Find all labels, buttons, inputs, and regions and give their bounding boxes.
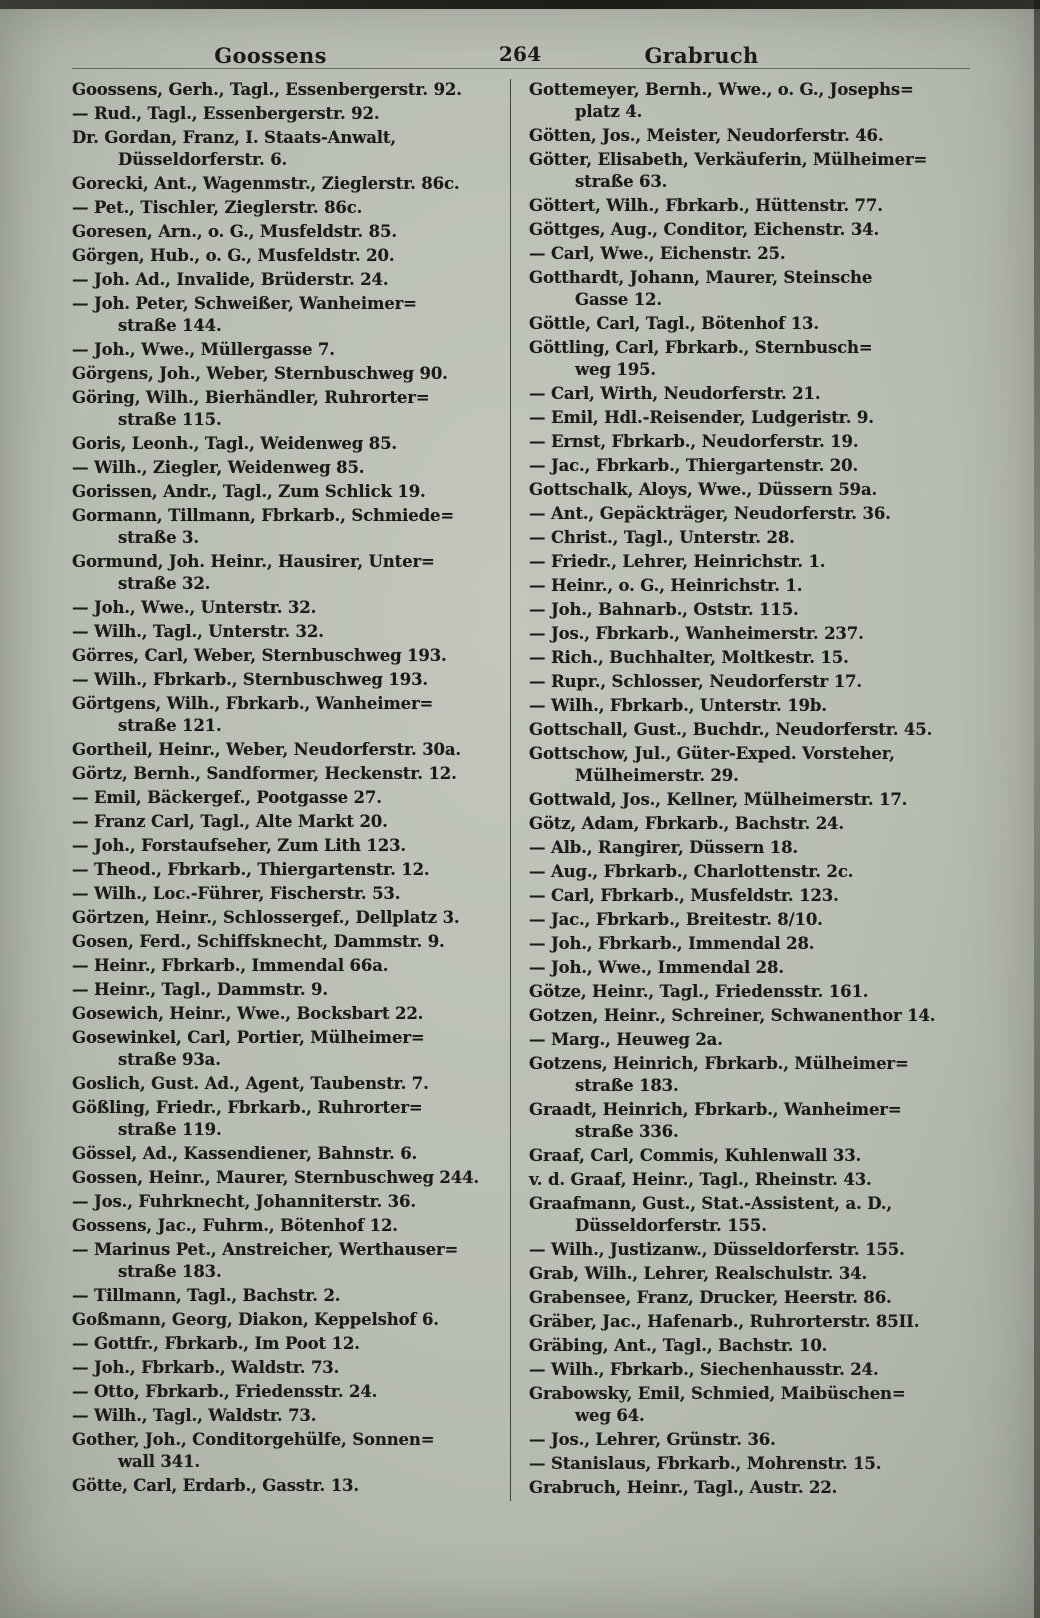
entry-line: Göttert, Wilh., Fbrkarb., Hüttenstr. 77. xyxy=(529,196,883,215)
entry-line: Göttling, Carl, Fbrkarb., Sternbusch= xyxy=(529,338,873,357)
directory-content xyxy=(72,79,970,1501)
entry-line: — Joh., Bahnarb., Oststr. 115. xyxy=(529,600,799,619)
entry-line: Gasse 12. xyxy=(575,290,662,309)
directory-entry xyxy=(529,195,960,217)
header-left-area xyxy=(72,43,521,68)
entry-line: — Joh., Wwe., Immendal 28. xyxy=(529,958,784,977)
entry-line: — Ernst, Fbrkarb., Neudorferstr. 19. xyxy=(529,432,859,451)
entry-line: — Joh., Wwe., Unterstr. 32. xyxy=(72,598,317,617)
directory-entry xyxy=(72,1429,498,1473)
entry-line: Görtz, Bernh., Sandformer, Heckenstr. 12. xyxy=(72,764,457,783)
entry-line: — Emil, Bäckergef., Pootgasse 27. xyxy=(72,788,382,807)
directory-entry xyxy=(72,931,498,953)
entry-line: Goossens, Gerh., Tagl., Essenbergerstr. 92. xyxy=(72,80,462,99)
entry-line: — Joh., Fbrkarb., Waldstr. 73. xyxy=(72,1358,340,1377)
directory-entry xyxy=(72,79,498,101)
directory-entry xyxy=(529,383,960,405)
entry-line: straße 121. xyxy=(118,716,222,735)
entry-line: Gotthardt, Johann, Maurer, Steinsche xyxy=(529,268,873,287)
entry-line: — Heinr., o. G., Heinrichstr. 1. xyxy=(529,576,803,595)
entry-line: — Joh. Peter, Schweißer, Wanheimer= xyxy=(72,294,417,313)
directory-entry xyxy=(529,149,960,193)
entry-line: Görtzen, Heinr., Schlossergef., Dellplatz 3. xyxy=(72,908,460,927)
entry-line: Goßmann, Georg, Diakon, Keppelshof 6. xyxy=(72,1310,439,1329)
directory-entry xyxy=(72,173,498,195)
directory-entry xyxy=(529,1053,960,1097)
directory-entry xyxy=(72,859,498,881)
directory-entry xyxy=(72,481,498,503)
directory-entry xyxy=(529,313,960,335)
entry-line: Graafmann, Gust., Stat.-Assistent, a. D., xyxy=(529,1194,892,1213)
entry-line: — Wilh., Tagl., Unterstr. 32. xyxy=(72,622,324,641)
page-number: 264 xyxy=(498,42,542,66)
directory-entry xyxy=(529,1263,960,1285)
directory-entry xyxy=(529,671,960,693)
entry-line: straße 115. xyxy=(118,410,222,429)
entry-line: Gortheil, Heinr., Weber, Neudorferstr. 30a. xyxy=(72,740,462,759)
entry-line: Götze, Heinr., Tagl., Friedensstr. 161. xyxy=(529,982,869,1001)
directory-entry xyxy=(72,1003,498,1025)
entry-line: Düsseldorferstr. 6. xyxy=(118,150,288,169)
entry-line: — Alb., Rangirer, Düssern 18. xyxy=(529,838,799,857)
scan-artifact-top-edge xyxy=(0,0,1040,9)
entry-line: — Tillmann, Tagl., Bachstr. 2. xyxy=(72,1286,341,1305)
entry-line: straße 119. xyxy=(118,1120,222,1139)
entry-line: Görgens, Joh., Weber, Sternbuschweg 90. xyxy=(72,364,448,383)
entry-line: — Marinus Pet., Anstreicher, Werthauser= xyxy=(72,1240,459,1259)
entry-line: straße 32. xyxy=(118,574,211,593)
entry-line: — Rud., Tagl., Essenbergerstr. 92. xyxy=(72,104,380,123)
directory-entry xyxy=(72,645,498,667)
directory-entry xyxy=(529,575,960,597)
entry-line: Gössel, Ad., Kassendiener, Bahnstr. 6. xyxy=(72,1144,418,1163)
directory-entry xyxy=(72,1143,498,1165)
directory-entry xyxy=(529,1453,960,1475)
directory-entry xyxy=(529,455,960,477)
entry-line: — Joh. Ad., Invalide, Brüderstr. 24. xyxy=(72,270,389,289)
directory-entry xyxy=(529,933,960,955)
entry-line: — Carl, Wwe., Eichenstr. 25. xyxy=(529,244,786,263)
entry-line: Gormann, Tillmann, Fbrkarb., Schmiede= xyxy=(72,506,455,525)
entry-line: — Friedr., Lehrer, Heinrichstr. 1. xyxy=(529,552,826,571)
entry-line: straße 336. xyxy=(575,1122,679,1141)
column-right xyxy=(510,79,960,1501)
directory-entry xyxy=(72,245,498,267)
directory-entry xyxy=(72,1073,498,1095)
directory-entry xyxy=(72,1027,498,1071)
directory-entry xyxy=(529,1383,960,1427)
header-left-title: Goossens xyxy=(214,43,327,68)
directory-entry xyxy=(529,909,960,931)
entry-line: — Joh., Forstaufseher, Zum Lith 123. xyxy=(72,836,407,855)
directory-entry xyxy=(529,647,960,669)
entry-line: — Joh., Fbrkarb., Immendal 28. xyxy=(529,934,815,953)
directory-entry xyxy=(72,1381,498,1403)
directory-entry xyxy=(529,1311,960,1333)
header-right-area xyxy=(521,43,970,68)
directory-entry xyxy=(72,1167,498,1189)
directory-entry xyxy=(529,219,960,241)
scan-artifact-right-edge xyxy=(1034,0,1040,1618)
entry-line: Gottschalk, Aloys, Wwe., Düssern 59a. xyxy=(529,480,878,499)
entry-line: — Wilh., Fbrkarb., Siechenhausstr. 24. xyxy=(529,1360,879,1379)
directory-entry xyxy=(72,103,498,125)
directory-entry xyxy=(72,1097,498,1141)
directory-entry xyxy=(72,669,498,691)
entry-line: Gother, Joh., Conditorgehülfe, Sonnen= xyxy=(72,1430,435,1449)
entry-line: Gräber, Jac., Hafenarb., Ruhrorterstr. 85II. xyxy=(529,1312,920,1331)
directory-entry xyxy=(72,835,498,857)
directory-entry xyxy=(72,1333,498,1355)
entry-line: platz 4. xyxy=(575,102,643,121)
entry-line: Gosewinkel, Carl, Portier, Mülheimer= xyxy=(72,1028,425,1047)
directory-entry xyxy=(529,527,960,549)
entry-line: — Aug., Fbrkarb., Charlottenstr. 2c. xyxy=(529,862,854,881)
entry-line: — Emil, Hdl.-Reisender, Ludgeristr. 9. xyxy=(529,408,874,427)
entry-line: — Jos., Fbrkarb., Wanheimerstr. 237. xyxy=(529,624,864,643)
directory-entry xyxy=(72,1215,498,1237)
entry-line: Götte, Carl, Erdarb., Gasstr. 13. xyxy=(72,1476,359,1495)
directory-entry xyxy=(72,979,498,1001)
directory-entry xyxy=(529,1239,960,1261)
directory-entry xyxy=(529,337,960,381)
directory-entry xyxy=(72,457,498,479)
entry-line: Grabruch, Heinr., Tagl., Austr. 22. xyxy=(529,1478,838,1497)
entry-line: Götz, Adam, Fbrkarb., Bachstr. 24. xyxy=(529,814,844,833)
directory-entry xyxy=(72,197,498,219)
directory-entry xyxy=(72,293,498,337)
directory-entry xyxy=(529,837,960,859)
entry-line: Gossens, Jac., Fuhrm., Bötenhof 12. xyxy=(72,1216,398,1235)
entry-line: Grabowsky, Emil, Schmied, Maibüschen= xyxy=(529,1384,906,1403)
directory-entry xyxy=(529,125,960,147)
directory-entry xyxy=(529,885,960,907)
entry-line: — Heinr., Fbrkarb., Immendal 66a. xyxy=(72,956,389,975)
directory-entry xyxy=(529,789,960,811)
directory-entry xyxy=(72,551,498,595)
entry-line: straße 3. xyxy=(118,528,199,547)
entry-line: — Rupr., Schlosser, Neudorferstr 17. xyxy=(529,672,862,691)
entry-line: Göttle, Carl, Tagl., Bötenhof 13. xyxy=(529,314,819,333)
entry-line: Gorecki, Ant., Wagenmstr., Zieglerstr. 86c. xyxy=(72,174,460,193)
directory-entry xyxy=(72,597,498,619)
entry-line: Götter, Elisabeth, Verkäuferin, Mülheimer= xyxy=(529,150,928,169)
entry-line: Götten, Jos., Meister, Neudorferstr. 46. xyxy=(529,126,884,145)
directory-entry xyxy=(72,811,498,833)
entry-line: Gosewich, Heinr., Wwe., Bocksbart 22. xyxy=(72,1004,424,1023)
directory-entry xyxy=(72,127,498,171)
header-right-title: Grabruch xyxy=(644,43,759,68)
entry-line: Gosen, Ferd., Schiffsknecht, Dammstr. 9. xyxy=(72,932,445,951)
entry-line: straße 144. xyxy=(118,316,222,335)
directory-entry xyxy=(72,1239,498,1283)
entry-line: Goslich, Gust. Ad., Agent, Taubenstr. 7. xyxy=(72,1074,429,1093)
entry-line: — Wilh., Tagl., Waldstr. 73. xyxy=(72,1406,317,1425)
directory-entry xyxy=(529,1099,960,1143)
entry-line: Graaf, Carl, Commis, Kuhlenwall 33. xyxy=(529,1146,862,1165)
entry-line: Dr. Gordan, Franz, I. Staats-Anwalt, xyxy=(72,128,396,147)
directory-entry xyxy=(529,695,960,717)
entry-line: weg 195. xyxy=(575,360,656,379)
directory-entry xyxy=(529,813,960,835)
directory-entry xyxy=(529,1005,960,1027)
entry-line: weg 64. xyxy=(575,1406,645,1425)
entry-line: Görtgens, Wilh., Fbrkarb., Wanheimer= xyxy=(72,694,434,713)
entry-line: — Wilh., Fbrkarb., Unterstr. 19b. xyxy=(529,696,827,715)
directory-entry xyxy=(72,763,498,785)
directory-entry xyxy=(529,1335,960,1357)
entry-line: — Gottfr., Fbrkarb., Im Poot 12. xyxy=(72,1334,360,1353)
entry-line: — Heinr., Tagl., Dammstr. 9. xyxy=(72,980,328,999)
entry-line: — Wilh., Fbrkarb., Sternbuschweg 193. xyxy=(72,670,428,689)
entry-line: Görgen, Hub., o. G., Musfeldstr. 20. xyxy=(72,246,395,265)
entry-line: Gormund, Joh. Heinr., Hausirer, Unter= xyxy=(72,552,435,571)
directory-entry xyxy=(72,269,498,291)
entry-line: — Carl, Fbrkarb., Musfeldstr. 123. xyxy=(529,886,839,905)
directory-entry xyxy=(529,267,960,311)
directory-entry xyxy=(72,1285,498,1307)
entry-line: straße 93a. xyxy=(118,1050,221,1069)
entry-line: Göring, Wilh., Bierhändler, Ruhrorter= xyxy=(72,388,430,407)
entry-line: Mülheimerstr. 29. xyxy=(575,766,739,785)
entry-line: — Christ., Tagl., Unterstr. 28. xyxy=(529,528,795,547)
directory-entry xyxy=(529,551,960,573)
entry-line: — Carl, Wirth, Neudorferstr. 21. xyxy=(529,384,821,403)
directory-entry xyxy=(529,431,960,453)
entry-line: — Wilh., Justizanw., Düsseldorferstr. 155. xyxy=(529,1240,905,1259)
directory-entry xyxy=(72,339,498,361)
directory-entry xyxy=(529,981,960,1003)
directory-entry xyxy=(72,1405,498,1427)
directory-entry xyxy=(529,407,960,429)
entry-line: — Pet., Tischler, Zieglerstr. 86c. xyxy=(72,198,363,217)
entry-line: Gottemeyer, Bernh., Wwe., o. G., Josephs= xyxy=(529,80,914,99)
directory-entry xyxy=(72,1191,498,1213)
entry-line: — Jos., Fuhrknecht, Johanniterstr. 36. xyxy=(72,1192,416,1211)
entry-line: Grab, Wilh., Lehrer, Realschulstr. 34. xyxy=(529,1264,868,1283)
directory-entry xyxy=(72,739,498,761)
directory-entry xyxy=(72,1475,498,1497)
directory-entry xyxy=(529,1169,960,1191)
directory-entry xyxy=(72,1309,498,1331)
directory-entry xyxy=(529,1429,960,1451)
entry-line: Göttges, Aug., Conditor, Eichenstr. 34. xyxy=(529,220,880,239)
entry-line: — Stanislaus, Fbrkarb., Mohrenstr. 15. xyxy=(529,1454,882,1473)
entry-line: Gottschall, Gust., Buchdr., Neudorferstr. 45. xyxy=(529,720,933,739)
entry-line: — Ant., Gepäckträger, Neudorferstr. 36. xyxy=(529,504,891,523)
directory-entry xyxy=(529,743,960,787)
entry-line: — Otto, Fbrkarb., Friedensstr. 24. xyxy=(72,1382,378,1401)
entry-line: Gotzen, Heinr., Schreiner, Schwanenthor 14. xyxy=(529,1006,936,1025)
directory-entry xyxy=(529,719,960,741)
entry-line: Goris, Leonh., Tagl., Weidenweg 85. xyxy=(72,434,398,453)
entry-line: — Jac., Fbrkarb., Thiergartenstr. 20. xyxy=(529,456,859,475)
directory-entry xyxy=(72,1357,498,1379)
directory-entry xyxy=(72,363,498,385)
directory-entry xyxy=(72,505,498,549)
directory-entry xyxy=(72,693,498,737)
entry-line: — Wilh., Ziegler, Weidenweg 85. xyxy=(72,458,365,477)
directory-entry xyxy=(72,907,498,929)
entry-line: Gossen, Heinr., Maurer, Sternbuschweg 244. xyxy=(72,1168,480,1187)
entry-line: Gorissen, Andr., Tagl., Zum Schlick 19. xyxy=(72,482,426,501)
directory-entry xyxy=(72,621,498,643)
directory-entry xyxy=(72,221,498,243)
directory-entry xyxy=(529,79,960,123)
entry-line: — Jos., Lehrer, Grünstr. 36. xyxy=(529,1430,776,1449)
running-header xyxy=(72,34,970,69)
entry-line: Grabensee, Franz, Drucker, Heerstr. 86. xyxy=(529,1288,892,1307)
entry-line: Gottschow, Jul., Güter-Exped. Vorsteher, xyxy=(529,744,895,763)
directory-entry xyxy=(529,599,960,621)
entry-line: — Marg., Heuweg 2a. xyxy=(529,1030,723,1049)
directory-entry xyxy=(529,861,960,883)
directory-entry xyxy=(529,623,960,645)
entry-line: Gotzens, Heinrich, Fbrkarb., Mülheimer= xyxy=(529,1054,909,1073)
entry-line: wall 341. xyxy=(118,1452,201,1471)
entry-line: Gräbing, Ant., Tagl., Bachstr. 10. xyxy=(529,1336,828,1355)
directory-entry xyxy=(72,433,498,455)
entry-line: — Jac., Fbrkarb., Breitestr. 8/10. xyxy=(529,910,823,929)
entry-line: Görres, Carl, Weber, Sternbuschweg 193. xyxy=(72,646,447,665)
entry-line: Gottwald, Jos., Kellner, Mülheimerstr. 17. xyxy=(529,790,908,809)
directory-entry xyxy=(529,1029,960,1051)
directory-entry xyxy=(72,787,498,809)
entry-line: v. d. Graaf, Heinr., Tagl., Rheinstr. 43. xyxy=(529,1170,872,1189)
entry-line: — Rich., Buchhalter, Moltkestr. 15. xyxy=(529,648,849,667)
directory-entry xyxy=(529,1145,960,1167)
directory-entry xyxy=(72,955,498,977)
directory-entry xyxy=(529,1359,960,1381)
entry-line: straße 183. xyxy=(575,1076,679,1095)
entry-line: Graadt, Heinrich, Fbrkarb., Wanheimer= xyxy=(529,1100,902,1119)
entry-line: straße 63. xyxy=(575,172,668,191)
directory-entry xyxy=(529,503,960,525)
entry-line: Gößling, Friedr., Fbrkarb., Ruhrorter= xyxy=(72,1098,423,1117)
directory-entry xyxy=(72,387,498,431)
directory-entry xyxy=(529,1287,960,1309)
entry-line: — Franz Carl, Tagl., Alte Markt 20. xyxy=(72,812,388,831)
column-left xyxy=(72,79,510,1501)
entry-line: straße 183. xyxy=(118,1262,222,1281)
directory-entry xyxy=(529,957,960,979)
entry-line: Düsseldorferstr. 155. xyxy=(575,1216,767,1235)
directory-entry xyxy=(529,1193,960,1237)
directory-entry xyxy=(529,1477,960,1499)
directory-entry xyxy=(72,883,498,905)
directory-entry xyxy=(529,243,960,265)
directory-entry xyxy=(529,479,960,501)
entry-line: — Wilh., Loc.-Führer, Fischerstr. 53. xyxy=(72,884,401,903)
entry-line: — Theod., Fbrkarb., Thiergartenstr. 12. xyxy=(72,860,430,879)
entry-line: — Joh., Wwe., Müllergasse 7. xyxy=(72,340,335,359)
entry-line: Goresen, Arn., o. G., Musfeldstr. 85. xyxy=(72,222,397,241)
